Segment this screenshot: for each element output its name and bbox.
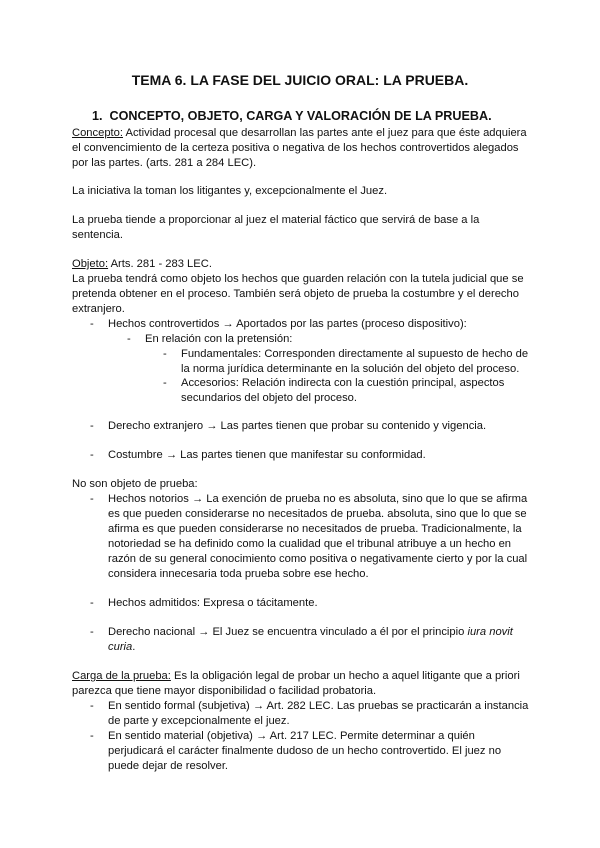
bullet-dash: - xyxy=(90,626,94,638)
concepto-line-1: Concepto: Actividad procesal que desarrollan las partes ante el juez para que éste adquiera xyxy=(72,127,527,139)
material-line-1: En sentido material (objetiva) → Art. 217 LEC. Permite determinar a quién xyxy=(108,730,475,742)
derecho-nacional-line-2: curia. xyxy=(108,641,136,653)
bullet-dash: - xyxy=(90,597,94,609)
objeto-label: Objeto: xyxy=(72,258,109,270)
iniciativa-text: La iniciativa la toman los litigantes y, excepcionalmente el Juez. xyxy=(72,185,388,197)
derecho-extranjero: Derecho extranjero → Las partes tienen que probar su contenido y vigencia. xyxy=(108,420,487,432)
objeto-line-3: extranjero. xyxy=(72,303,125,315)
formal-line-2: de parte y excepcionalmente el juez. xyxy=(108,715,290,727)
curia: curia xyxy=(108,641,133,653)
notorios-line-5: razón de su general conocimiento como positiva o negativamente cierto y por la cual xyxy=(108,553,528,565)
concepto-line-3: por las partes. (arts. 281 a 284 LEC). xyxy=(72,157,257,169)
fundamentales-line-2: la norma jurídica determinante en la solución del objeto del proceso. xyxy=(181,363,520,375)
tiende-line-2: sentencia. xyxy=(72,229,123,241)
accesorios-line-2: secundarios del objeto del proceso. xyxy=(181,392,358,404)
carga-label: Carga de la prueba: xyxy=(72,670,171,682)
objeto-line-1: La prueba tendrá como objeto los hechos que guarden relación con la tutela judicial que se xyxy=(72,273,524,285)
notorios-line-3: afirma es que pueden considerarse no necesitados de prueba. Tradicionalmente, la xyxy=(108,523,522,535)
relacion-pretension: En relación con la pretensión: xyxy=(145,333,293,345)
notorios-line-4: notoriedad se ha definido como la cualidad que el tribunal atribuye a un hecho en xyxy=(108,538,512,550)
accesorios-line-1: Accesorios: Relación indirecta con la cuestión principal, aspectos xyxy=(181,377,505,389)
iura-novit: iura novit xyxy=(467,626,513,638)
bullet-dash: - xyxy=(90,420,94,432)
section-number: 1. xyxy=(92,109,103,123)
carga-line-1: Carga de la prueba: Es la obligación legal de probar un hecho a aquel litigante que a priori xyxy=(72,670,520,682)
concepto-line-2: el convencimiento de la certeza positiva o negativa de los hechos controvertidos alegados xyxy=(72,142,519,154)
costumbre: Costumbre → Las partes tienen que manifestar su conformidad. xyxy=(108,449,426,461)
bullet-dash: - xyxy=(90,493,94,505)
bullet-dash: - xyxy=(90,700,94,712)
notorios-line-1: Hechos notorios → La exención de prueba no es absoluta, sino que lo que se afirma xyxy=(108,493,528,505)
fundamentales-line-1: Fundamentales: Corresponden directamente al supuesto de hecho de xyxy=(181,348,529,360)
section-title: CONCEPTO, OBJETO, CARGA Y VALORACIÓN DE LA PRUEBA. xyxy=(109,109,492,123)
bullet-dash: - xyxy=(90,730,94,742)
formal-line-1: En sentido formal (subjetiva) → Art. 282 LEC. Las pruebas se practicarán a instancia xyxy=(108,700,529,712)
bullet-dash: - xyxy=(90,318,94,330)
bullet-dash: - xyxy=(127,333,131,345)
notorios-line-6: considera innecesaria toda prueba sobre ese hecho. xyxy=(108,568,369,580)
bullet-dash: - xyxy=(163,348,167,360)
page-title: TEMA 6. LA FASE DEL JUICIO ORAL: LA PRUEBA. xyxy=(131,72,469,88)
tiende-line-1: La prueba tiende a proporcionar al juez el material fáctico que servirá de base a la xyxy=(72,214,480,226)
derecho-nacional-line-1: Derecho nacional → El Juez se encuentra vinculado a él por el principio iura novit xyxy=(108,626,513,638)
bullet-dash: - xyxy=(90,449,94,461)
hechos-controvertidos: Hechos controvertidos → Aportados por las partes (proceso dispositivo): xyxy=(108,318,467,330)
concepto-label: Concepto: xyxy=(72,127,123,139)
carga-line-2: parezca que tiene mayor disponibilidad o facilidad probatoria. xyxy=(72,685,377,697)
objeto-heading: Objeto: Arts. 281 - 283 LEC. xyxy=(72,258,212,270)
material-line-2: perjudicará el carácter finalmente dudoso de un hecho controvertido. El juez no xyxy=(108,745,502,757)
bullet-dash: - xyxy=(163,377,167,389)
no-objeto-heading: No son objeto de prueba: xyxy=(72,478,198,490)
section-heading xyxy=(92,108,492,124)
notorios-line-2: es que pueden considerarse no necesitados de prueba. absoluta, sino que lo que se xyxy=(108,508,527,520)
objeto-line-2: pretenda obtener en el proceso. También será objeto de prueba la costumbre y el derecho xyxy=(72,288,519,300)
material-line-3: puede dejar de resolver. xyxy=(108,760,229,772)
hechos-admitidos: Hechos admitidos: Expresa o tácitamente. xyxy=(108,597,318,609)
